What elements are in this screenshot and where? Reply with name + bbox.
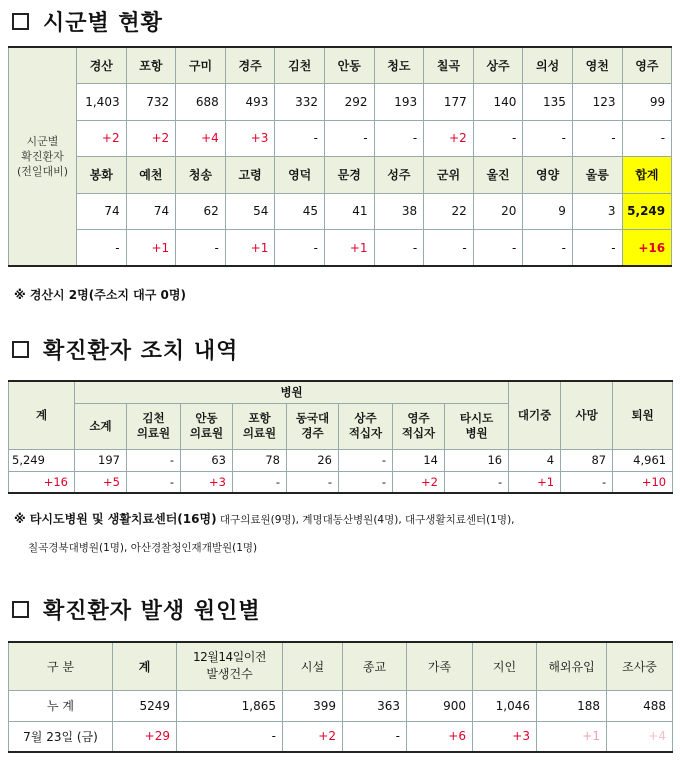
row1-changes-cell: -	[275, 120, 325, 157]
header-line: 의료원	[136, 426, 171, 440]
city-status-table	[8, 46, 672, 267]
row1-changes-cell: -	[473, 120, 523, 157]
row1-changes-cell: +2	[424, 120, 474, 157]
header-acquaintance: 지인	[473, 642, 537, 690]
section2-note-bold: ※ 타시도병원 및 생활치료센터(16명)	[14, 512, 217, 526]
side-label-line: 시군별	[26, 135, 59, 148]
table-row	[9, 84, 672, 121]
row1-counts-cell: 140	[473, 84, 523, 121]
row2-names-cell: 봉화	[77, 157, 127, 194]
table-row	[9, 157, 672, 194]
row1-names-cell: 청도	[374, 47, 424, 84]
treatment-count-cell: -	[127, 449, 181, 471]
cause-day-cell: +3	[473, 721, 537, 752]
header-line: 병원	[465, 426, 488, 440]
header-death: 사망	[561, 381, 613, 449]
table-row	[9, 230, 672, 267]
row1-changes-cell: +2	[77, 120, 127, 157]
treatment-count-cell: 16	[445, 449, 509, 471]
row2-names-cell: 합계	[622, 157, 672, 194]
header-line: 타시도	[459, 411, 494, 425]
header-category: 구 분	[9, 642, 113, 690]
row2-changes-cell: -	[77, 230, 127, 267]
section2-note-line1	[14, 510, 515, 527]
section1-note	[14, 286, 186, 303]
row2-names-cell: 예천	[126, 157, 176, 194]
section2-title	[8, 334, 238, 365]
treatment-count-cell: 197	[75, 449, 127, 471]
table-row	[9, 721, 673, 752]
cause-total-cell: 1,865	[177, 690, 283, 721]
row2-counts-cell: 74	[126, 193, 176, 230]
treatment-count-cell: 4	[509, 449, 561, 471]
row2-names-cell: 청송	[176, 157, 226, 194]
row1-changes-cell: -	[523, 120, 573, 157]
row2-names-cell: 성주	[374, 157, 424, 194]
row1-counts-cell: 123	[572, 84, 622, 121]
cause-total-cell: 488	[607, 690, 673, 721]
treatment-count-cell: 4,961	[613, 449, 673, 471]
row1-changes-cell: -	[324, 120, 374, 157]
row1-names-cell: 안동	[324, 47, 374, 84]
cause-table	[8, 641, 673, 753]
row1-names-cell: 의성	[523, 47, 573, 84]
checkbox-icon	[12, 341, 29, 358]
cause-total-cell: 1,046	[473, 690, 537, 721]
cause-day-cell: +2	[283, 721, 343, 752]
header-hospital: 병원	[75, 381, 509, 403]
treatment-count-cell: 14	[393, 449, 445, 471]
row2-changes-cell: +16	[622, 230, 672, 267]
header-facility: 시설	[283, 642, 343, 690]
header-religion: 종교	[343, 642, 407, 690]
header-line: 의료원	[242, 426, 277, 440]
treatment-count-cell: 78	[233, 449, 287, 471]
row2-names-cell: 영덕	[275, 157, 325, 194]
table-row	[9, 47, 672, 84]
treatment-change-cell: -	[127, 471, 181, 493]
treatment-count-cell: 87	[561, 449, 613, 471]
header-yeongju-redcross	[393, 403, 445, 449]
row2-counts-cell: 20	[473, 193, 523, 230]
treatment-change-cell: +16	[9, 471, 75, 493]
row1-counts-cell: 193	[374, 84, 424, 121]
row2-counts-cell: 41	[324, 193, 374, 230]
row2-changes-cell: +1	[126, 230, 176, 267]
section1-note-text: ※ 경산시 2명(주소지 대구 0명)	[14, 288, 186, 302]
treatment-count-cell: 26	[287, 449, 339, 471]
header-overseas: 해외유입	[537, 642, 607, 690]
row1-changes-cell: +2	[126, 120, 176, 157]
treatment-change-cell: +2	[393, 471, 445, 493]
row2-changes-cell: -	[275, 230, 325, 267]
row2-counts-cell: 5,249	[622, 193, 672, 230]
header-line: 적십자	[348, 426, 383, 440]
header-line: 12월14일이전	[193, 650, 266, 665]
header-other-region-hospital	[445, 403, 509, 449]
header-line: 의료원	[189, 426, 224, 440]
side-label-line: 확진환자	[21, 150, 64, 163]
treatment-change-cell: +10	[613, 471, 673, 493]
header-line: 동국대	[295, 411, 330, 425]
row2-counts-cell: 9	[523, 193, 573, 230]
cause-day-cell: +29	[113, 721, 177, 752]
row1-names-cell: 포항	[126, 47, 176, 84]
cause-day-cell: +1	[537, 721, 607, 752]
checkbox-icon	[12, 13, 29, 30]
header-subtotal: 소계	[75, 403, 127, 449]
treatment-change-cell: +3	[181, 471, 233, 493]
row1-counts-cell: 732	[126, 84, 176, 121]
header-dongguk-gyeongju	[287, 403, 339, 449]
row2-names-cell: 울진	[473, 157, 523, 194]
section2-note-line2	[28, 540, 257, 555]
row2-counts-cell: 3	[572, 193, 622, 230]
row2-changes-cell: +1	[324, 230, 374, 267]
treatment-count-cell: 63	[181, 449, 233, 471]
section1-title-text: 시군별 현황	[43, 11, 163, 36]
header-line: 발생건수	[206, 667, 253, 682]
header-family: 가족	[407, 642, 473, 690]
side-label	[9, 47, 77, 266]
treatment-change-cell: -	[339, 471, 393, 493]
section2-note-line2-text: 칠곡경북대병원(1명), 아산경찰청인재개발원(1명)	[28, 542, 258, 554]
row2-counts-cell: 45	[275, 193, 325, 230]
row1-names-cell: 칠곡	[424, 47, 474, 84]
row2-changes-cell: -	[424, 230, 474, 267]
row1-names-cell: 영천	[572, 47, 622, 84]
row1-changes-cell: -	[572, 120, 622, 157]
row1-counts-cell: 493	[225, 84, 275, 121]
row1-names-cell: 상주	[473, 47, 523, 84]
row2-names-cell: 고령	[225, 157, 275, 194]
row1-counts-cell: 688	[176, 84, 226, 121]
header-line: 포항	[248, 411, 271, 425]
row1-names-cell: 경주	[225, 47, 275, 84]
row1-names-cell: 김천	[275, 47, 325, 84]
row2-names-cell: 문경	[324, 157, 374, 194]
header-investigating: 조사중	[607, 642, 673, 690]
header-total: 계	[113, 642, 177, 690]
cause-day-cell: +6	[407, 721, 473, 752]
row2-changes-cell: -	[176, 230, 226, 267]
treatment-count-cell: 5,249	[9, 449, 75, 471]
checkbox-icon	[12, 601, 29, 618]
treatment-change-cell: +1	[509, 471, 561, 493]
treatment-change-cell: +5	[75, 471, 127, 493]
cause-total-cell: 188	[537, 690, 607, 721]
header-line: 김천	[142, 411, 165, 425]
header-total: 계	[9, 381, 75, 449]
header-line: 상주	[354, 411, 377, 425]
header-sangju-redcross	[339, 403, 393, 449]
row2-counts-cell: 74	[77, 193, 127, 230]
treatment-count-cell: -	[339, 449, 393, 471]
treatment-change-cell: -	[233, 471, 287, 493]
row2-changes-cell: -	[374, 230, 424, 267]
header-andong-hospital	[181, 403, 233, 449]
header-pohang-hospital	[233, 403, 287, 449]
row1-changes-cell: -	[622, 120, 672, 157]
cause-total-cell: 누 계	[9, 690, 113, 721]
row2-changes-cell: -	[572, 230, 622, 267]
row1-counts-cell: 135	[523, 84, 573, 121]
header-line: 안동	[195, 411, 218, 425]
section3-title-text: 확진환자 발생 원인별	[43, 599, 261, 624]
row2-names-cell: 울릉	[572, 157, 622, 194]
section2-note-rest: 대구의료원(9명), 계명대동산병원(4명), 대구생활치료센터(1명),	[216, 514, 515, 526]
treatment-change-cell: -	[561, 471, 613, 493]
cause-total-cell: 900	[407, 690, 473, 721]
cause-day-cell: -	[343, 721, 407, 752]
row1-changes-cell: -	[374, 120, 424, 157]
row2-counts-cell: 62	[176, 193, 226, 230]
side-label-line: (전일대비)	[16, 165, 69, 178]
row1-names-cell: 구미	[176, 47, 226, 84]
row2-counts-cell: 54	[225, 193, 275, 230]
row2-changes-cell: +1	[225, 230, 275, 267]
table-row	[9, 193, 672, 230]
section2-title-text: 확진환자 조치 내역	[43, 339, 239, 364]
header-gimcheon-hospital	[127, 403, 181, 449]
cause-day-cell: +4	[607, 721, 673, 752]
table-row	[9, 471, 673, 493]
row1-counts-cell: 1,403	[77, 84, 127, 121]
row1-counts-cell: 177	[424, 84, 474, 121]
cause-day-cell: -	[177, 721, 283, 752]
row1-changes-cell: +3	[225, 120, 275, 157]
row1-counts-cell: 99	[622, 84, 672, 121]
cause-total-cell: 5249	[113, 690, 177, 721]
row1-counts-cell: 332	[275, 84, 325, 121]
cause-total-cell: 399	[283, 690, 343, 721]
header-waiting: 대기중	[509, 381, 561, 449]
header-before-dec14	[177, 642, 283, 690]
row2-names-cell: 영양	[523, 157, 573, 194]
row2-changes-cell: -	[473, 230, 523, 267]
treatment-change-cell: -	[287, 471, 339, 493]
row1-names-cell: 경산	[77, 47, 127, 84]
header-line: 경주	[301, 426, 324, 440]
treatment-table	[8, 380, 673, 494]
cause-total-cell: 363	[343, 690, 407, 721]
row1-counts-cell: 292	[324, 84, 374, 121]
section1-title	[8, 6, 163, 37]
table-row	[9, 449, 673, 471]
header-line: 적십자	[401, 426, 436, 440]
cause-day-cell: 7월 23일 (금)	[9, 721, 113, 752]
table-row	[9, 120, 672, 157]
row2-names-cell: 군위	[424, 157, 474, 194]
row2-changes-cell: -	[523, 230, 573, 267]
treatment-change-cell: -	[445, 471, 509, 493]
row1-changes-cell: +4	[176, 120, 226, 157]
row2-counts-cell: 22	[424, 193, 474, 230]
header-line: 영주	[407, 411, 430, 425]
section3-title	[8, 594, 261, 625]
header-discharge: 퇴원	[613, 381, 673, 449]
table-row	[9, 690, 673, 721]
row1-names-cell: 영주	[622, 47, 672, 84]
row2-counts-cell: 38	[374, 193, 424, 230]
